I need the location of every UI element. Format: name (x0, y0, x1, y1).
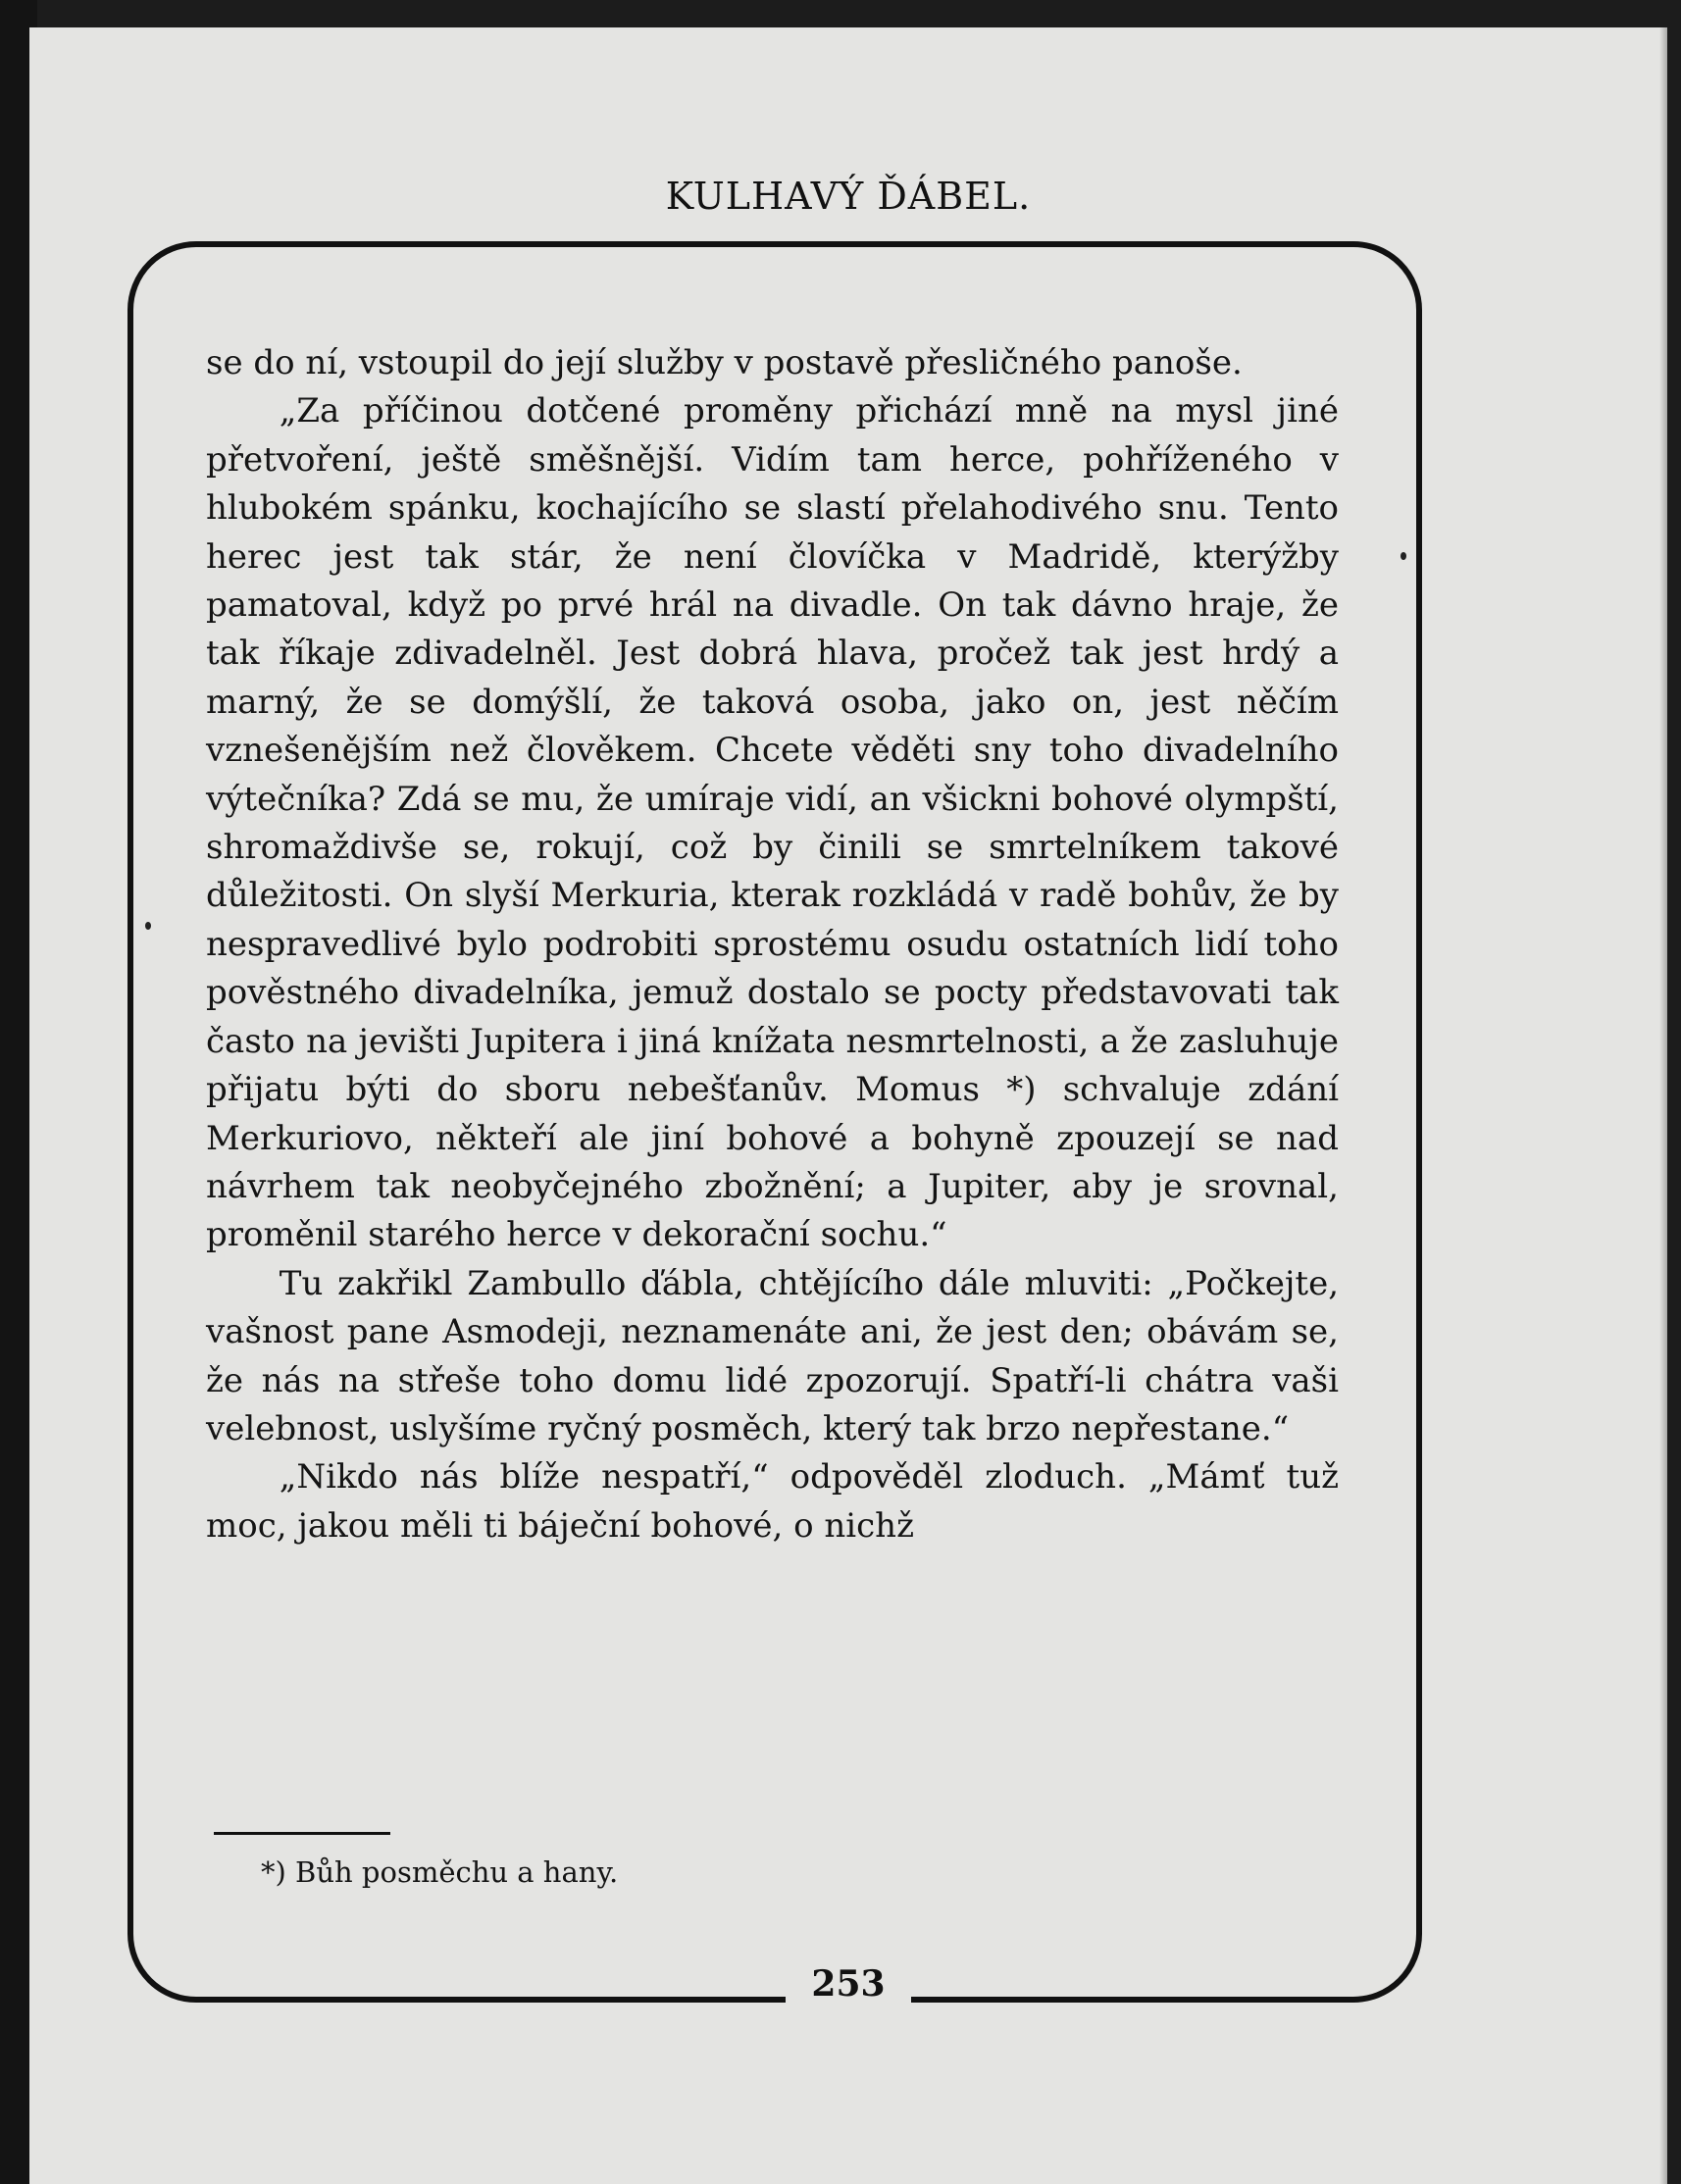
paragraph-2: „Za příčinou dotčené proměny přichází mně na mysl jiné přetvoření, ještě směšnější. Vidím tam herce, pohříženého v hlubokém spánku, kochajícího se slastí přelahodivého snu. Tento herec jest tak stár, že není človíčka v Madridě, kterýžby pamatoval, když po prvé hrál na divadle. On tak dávno hraje, že tak říkaje zdivadelněl. Jest dobrá hlava, pročež tak jest hrdý a marný, že se domýšlí, že taková osoba, jako on, jest něčím vznešenějším než člověkem. Chcete věděti sny toho divadelního výtečníka? Zdá se mu, že umíraje vidí, an všickni bohové olympští, shromaždivše se, rokují, což by činili se smrtelníkem takové důležitosti. On slyší Merkuria, kterak rozkládá v radě bohův, že by nespravedlivé bylo podrobiti sprostému osudu ostatních lidí toho pověstného divadelníka, jemuž dostalo se pocty představovati tak často na jevišti Jupitera i jiná knížata nesmrtelnosti, a že zasluhuje přijatu býti do sboru nebešťanův. Momus *) schvaluje zdání Merkuriovo, někteří ale jiní bohové a bohyně zpouzejí se nad návrhem tak neobyčejného zbožnění; a Jupiter, aby je srovnal, proměnil starého herce v dekorační sochu.“ (206, 391, 1339, 1255)
paragraph-1: se do ní, vstoupil do její služby v postavě přesličného panoše. (206, 343, 1243, 382)
ink-speck (1401, 552, 1406, 560)
paragraph-3: Tu zakřikl Zambullo ďábla, chtějícího dále mluviti: „Počkejte, vašnost pane Asmodeji, neznamenáte ani, že jest den; obávám se, že nás na střeše toho domu lidé zpozorují. Spatří-li chátra vaši velebnost, uslyšíme ryčný posměch, který tak brzo nepřestane.“ (206, 1263, 1339, 1448)
paragraph-4: „Nikdo nás blíže nespatří,“ odpověděl zloduch. „Mámť tuž moc, jakou měli ti báječní bohové, o nichž (206, 1457, 1339, 1546)
running-head: KULHAVÝ ĎÁBEL. (665, 175, 1032, 218)
body-text (206, 339, 1339, 1550)
footnote: *) Bůh posměchu a hany. (261, 1855, 619, 1889)
ink-speck (145, 922, 151, 930)
footnote-rule (214, 1832, 390, 1835)
page-number-wrapper (29, 1963, 1667, 2005)
page-number: 253 (786, 1963, 910, 2005)
book-page (29, 27, 1667, 2184)
